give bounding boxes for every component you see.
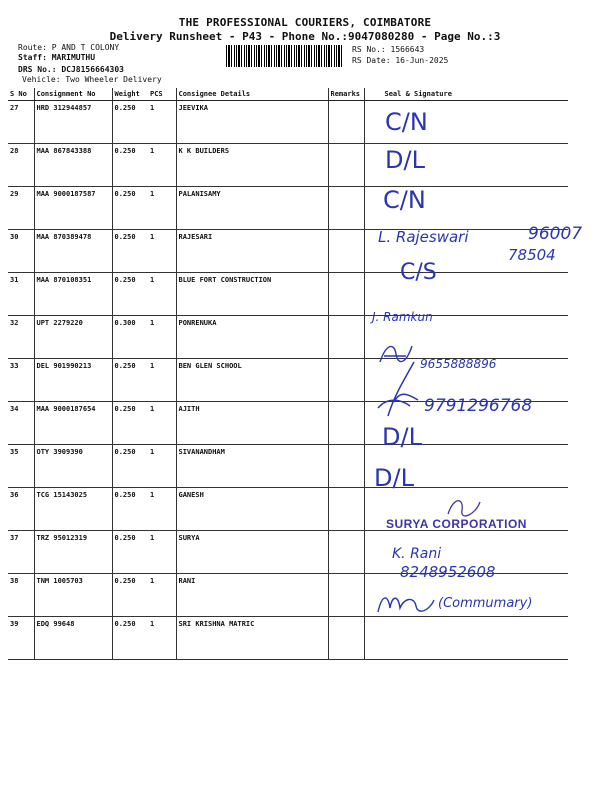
cell-consignment: MAA 867843388: [34, 144, 112, 187]
cell-pcs: 1: [148, 402, 176, 445]
table-row: [8, 144, 568, 187]
cell-sno: 33: [8, 359, 34, 402]
signature-scribble-34: [374, 360, 424, 420]
signature-name-38: K. Rani: [392, 546, 442, 562]
cell-remarks: [328, 574, 364, 617]
cell-consignee: BEN GLEN SCHOOL: [176, 359, 328, 402]
route-label: Route: P AND T COLONY: [18, 43, 120, 52]
signature-phone-30a: 96007: [528, 224, 583, 244]
table-row: [8, 230, 568, 273]
cell-pcs: 1: [148, 617, 176, 660]
cell-pcs: 1: [148, 101, 176, 144]
cell-consignee: AJITH: [176, 402, 328, 445]
table-row: [8, 187, 568, 230]
cell-sno: 32: [8, 316, 34, 359]
signature-phone-38: 8248952608: [400, 563, 496, 581]
cell-consignee: K K BUILDERS: [176, 144, 328, 187]
cell-consignee: SRI KRISHNA MATRIC: [176, 617, 328, 660]
cell-remarks: [328, 617, 364, 660]
cell-remarks: [328, 531, 364, 574]
signature-note-39: (Commumary): [438, 596, 533, 611]
cell-consignment: TRZ 95012319: [34, 531, 112, 574]
col-pcs: PCS: [148, 88, 176, 101]
cell-pcs: 1: [148, 445, 176, 488]
cell-weight: 0.250: [112, 574, 148, 617]
cell-remarks: [328, 144, 364, 187]
barcode: [226, 45, 344, 67]
cell-sno: 31: [8, 273, 34, 316]
cell-pcs: 1: [148, 187, 176, 230]
rs-no-label: RS No.: 1566643: [352, 45, 425, 54]
cell-remarks: [328, 101, 364, 144]
cell-weight: 0.250: [112, 144, 148, 187]
signature-dl-28: D/L: [385, 146, 425, 174]
cell-weight: 0.250: [112, 359, 148, 402]
signature-phone-30b: 78504: [508, 246, 556, 264]
cell-pcs: 1: [148, 230, 176, 273]
cell-remarks: [328, 359, 364, 402]
drs-label: DRS No.: DCJ8156664303: [18, 65, 124, 74]
cell-consignment: MAA 9000187587: [34, 187, 112, 230]
stamp-surya-corporation: SURYA CORPORATION: [386, 517, 527, 531]
cell-remarks: [328, 316, 364, 359]
cell-pcs: 1: [148, 488, 176, 531]
signature-phone-34: 9791296768: [424, 396, 533, 416]
cell-sno: 35: [8, 445, 34, 488]
cell-remarks: [328, 230, 364, 273]
signature-scribble-37: [444, 494, 484, 522]
table-row: [8, 101, 568, 144]
cell-weight: 0.250: [112, 273, 148, 316]
cell-consignee: GANESH: [176, 488, 328, 531]
signature-dl-35: D/L: [382, 423, 422, 451]
cell-remarks: [328, 402, 364, 445]
table-header: [8, 88, 568, 101]
table-row: [8, 316, 568, 359]
cell-weight: 0.250: [112, 531, 148, 574]
cell-sno: 37: [8, 531, 34, 574]
cell-consignment: MAA 870389478: [34, 230, 112, 273]
cell-sno: 29: [8, 187, 34, 230]
rs-date-label: RS Date: 16-Jun-2025: [352, 56, 449, 65]
cell-consignment: MAA 9000187654: [34, 402, 112, 445]
cell-sno: 39: [8, 617, 34, 660]
cell-pcs: 1: [148, 359, 176, 402]
signature-name-30: L. Rajeswari: [378, 228, 469, 246]
col-consignee: Consignee Details: [176, 88, 328, 101]
cell-consignment: MAA 870108351: [34, 273, 112, 316]
cell-pcs: 1: [148, 273, 176, 316]
cell-seal: [364, 617, 568, 660]
signature-dl-36: D/L: [374, 464, 414, 492]
cell-consignee: JEEVIKA: [176, 101, 328, 144]
cell-weight: 0.250: [112, 187, 148, 230]
signature-cs-31: C/S: [400, 260, 437, 285]
cell-consignment: UPT 2279220: [34, 316, 112, 359]
cell-consignee: SURYA: [176, 531, 328, 574]
cell-pcs: 1: [148, 144, 176, 187]
signature-cn-29: C/N: [383, 186, 426, 214]
signature-phone-33: 9655888896: [420, 357, 497, 371]
table-row: [8, 273, 568, 316]
cell-consignee: PALANISAMY: [176, 187, 328, 230]
staff-label: Staff: MARIMUTHU: [18, 53, 96, 62]
cell-consignee: BLUE FORT CONSTRUCTION: [176, 273, 328, 316]
cell-consignment: HRD 312944857: [34, 101, 112, 144]
col-remarks: Remarks: [328, 88, 364, 101]
signature-scribble-39: [374, 588, 438, 618]
cell-pcs: 1: [148, 574, 176, 617]
signature-32: J. Ramkun: [372, 310, 433, 324]
table-row: [8, 617, 568, 660]
cell-weight: 0.250: [112, 230, 148, 273]
cell-remarks: [328, 273, 364, 316]
company-title: THE PROFESSIONAL COURIERS, COIMBATORE: [178, 16, 432, 29]
cell-weight: 0.250: [112, 488, 148, 531]
col-sno: S No: [8, 88, 34, 101]
vehicle-label: Vehicle: Two Wheeler Delivery: [22, 75, 162, 84]
cell-weight: 0.250: [112, 617, 148, 660]
cell-remarks: [328, 187, 364, 230]
cell-sno: 38: [8, 574, 34, 617]
cell-consignee: RAJESARI: [176, 230, 328, 273]
cell-pcs: 1: [148, 316, 176, 359]
cell-weight: 0.250: [112, 101, 148, 144]
cell-sno: 34: [8, 402, 34, 445]
col-weight: Weight: [112, 88, 148, 101]
cell-remarks: [328, 445, 364, 488]
cell-consignment: TNM 1005703: [34, 574, 112, 617]
cell-sno: 27: [8, 101, 34, 144]
cell-consignment: OTY 3909390: [34, 445, 112, 488]
col-seal: Seal & Signature: [364, 88, 568, 101]
cell-sno: 28: [8, 144, 34, 187]
cell-weight: 0.250: [112, 445, 148, 488]
table-row: [8, 445, 568, 488]
cell-pcs: 1: [148, 531, 176, 574]
cell-consignment: DEL 901990213: [34, 359, 112, 402]
cell-weight: 0.300: [112, 316, 148, 359]
cell-consignee: RANI: [176, 574, 328, 617]
cell-consignee: PONRENUKA: [176, 316, 328, 359]
cell-remarks: [328, 488, 364, 531]
cell-consignment: EDQ 99648: [34, 617, 112, 660]
signature-cn-27: C/N: [385, 108, 428, 136]
cell-sno: 30: [8, 230, 34, 273]
cell-consignee: SIVANANDHAM: [176, 445, 328, 488]
cell-sno: 36: [8, 488, 34, 531]
col-consignment: Consignment No: [34, 88, 112, 101]
cell-consignment: TCG 15143025: [34, 488, 112, 531]
cell-weight: 0.250: [112, 402, 148, 445]
runsheet-subtitle: Delivery Runsheet - P43 - Phone No.:9047080280 - Page No.:3: [109, 30, 501, 43]
